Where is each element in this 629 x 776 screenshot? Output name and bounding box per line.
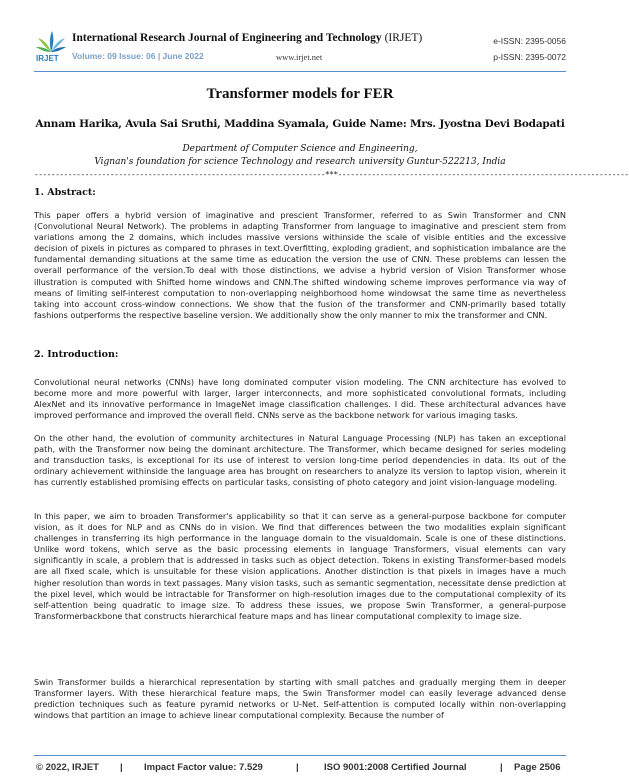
- author-list: Annam Harika, Avula Sai Sruthi, Maddina Syamala, Guide Name: Mrs. Jyostna Devi Bodapati: [35, 118, 565, 130]
- footer-iso: ISO 9001:2008 Certified Journal: [324, 762, 467, 773]
- irjet-logo: [34, 30, 68, 64]
- intro-paragraph-3: In this paper, we aim to broaden Transformer's applicability so that it can serve as a general-purpose backbone for computer vision, as it does for NLP and as CNNs do in vision. We find that differences between the two modalities explain significant challenges in transferring its high performance in the language domain to the visualdomain. Scale is one of these distinctions. Unlike word tokens, which serve as the basic processing elements in language Transformers, visual elements can vary significantly in scale, a problem that is addressed in tasks such as object detection. Tokens in existing Transformer-based models are all fixed scale, which is unsuitable for these vision applications. Another distinction is that pixels in images have a much higher resolution than words in text passages. Many vision tasks, such as semantic segmentation, necessitate dense prediction at the pixel level, which would be intractable for Transformer on high-resolution images due to the computational complexity of its self-attention being quadratic to image size. To address these issues, we propose Swin Transformer, a general-purpose Transformerbackbone that constructs hierarchical feature maps and has linear computational complexity to image size.: [34, 511, 566, 621]
- footer-rule: [34, 755, 566, 756]
- footer-impact-factor: Impact Factor value: 7.529: [144, 762, 263, 773]
- journal-title: [72, 32, 422, 44]
- p-issn: p-ISSN: 2395-0072: [493, 52, 566, 62]
- affiliation-institution: Vignan's foundation for science Technology and research university Guntur-522213, India: [94, 157, 506, 167]
- e-issn: e-ISSN: 2395-0056: [493, 36, 566, 46]
- journal-website[interactable]: www.irjet.net: [276, 52, 323, 62]
- affiliation-department: Department of Computer Science and Engineering,: [182, 144, 418, 154]
- footer-copyright: © 2022, IRJET: [36, 762, 99, 773]
- intro-paragraph-4: Swin Transformer builds a hierarchical representation by starting with small patches and gradually merging them in deeper Transformer layers. With these hierarchical feature maps, the Swin Transformer model can easily leverage advanced dense prediction techniques such as feature pyramid networks or U-Net. Self-attention is computed locally within non-overlapping windows that partition an image to achieve linear computational complexity. Because the number of: [34, 677, 566, 721]
- paper-title: Transformer models for FER: [206, 86, 394, 102]
- journal-abbr: (IRJET): [384, 32, 423, 44]
- footer-divider: |: [120, 762, 123, 773]
- journal-name: International Research Journal of Engineering and Technology: [72, 32, 382, 44]
- abstract-heading: 1. Abstract:: [34, 187, 96, 198]
- introduction-heading: 2. Introduction:: [34, 349, 119, 360]
- section-separator: ---------------------------------------------------------------------***---------------------------------------------------------------------: [34, 170, 629, 179]
- journal-header: [34, 30, 566, 68]
- intro-paragraph-1: Convolutional neural networks (CNNs) have long dominated computer vision modeling. The CNN architecture has evolved to become more and more powerful with larger, larger interconnects, and more sophisticated convolutional formats, including AlexNet and its innovative performance in ImageNet image classification challenges. I did. These architectural advances have improved performance and improved the overall field. CNNs serve as the backbone network for various imaging tasks.: [34, 377, 566, 421]
- abstract-paragraph: This paper offers a hybrid version of imaginative and prescient Transformer, referred to as Swin Transformer and CNN (Convolutional Neural Network). The problems in adapting Transformer from language to imaginative and prescient stem from variations among the 2 domains, which includes massive versions withinside the scale of visible entities and the excessive decision of pixels in pictures as compared to phrases in text.Overfitting, exploding gradient, and sophistication imbalance are the fundamental demanding situations at the same time as education the version the use of CNN. These problems can lessen the overall performance of the version.To deal with those distinctions, we advise a hybrid version of Vision Transformer whose illustration is computed with Shifted home windows and CNN.The shifted windowing scheme improves performance via way of means of limiting self-interest computation to non-overlapping neighborhood home windowsat the same time as nevertheless taking into account cross-window connections. We show that the fusion of the transformer and CNN-primarily based totally fashions outperforms the respective baseline version. We additionally show the only manner to mix the transformer and CNN.: [34, 210, 566, 320]
- logo-text: IRJET: [36, 54, 59, 63]
- footer-divider: |: [500, 762, 503, 773]
- volume-issue: Volume: 09 Issue: 06 | June 2022: [72, 51, 204, 61]
- leaf-logo-icon: [34, 30, 68, 56]
- footer-divider: |: [296, 762, 299, 773]
- intro-paragraph-2: On the other hand, the evolution of community architectures in Natural Language Processing (NLP) has taken an exceptional path, with the Transformer now being the dominant architecture. The Transformer, which became designed for series modeling and transduction tasks, is exceptional for its use of interest to version long-time period dependencies in data. Its out of the ordinary achievement withinside the language area has brought on researchers to analyze its version to laptop vision, wherein it has currently established promising effects on particular tasks, consisting of photo category and joint vision-language modeling.: [34, 433, 566, 488]
- footer-page-number: Page 2506: [514, 762, 561, 773]
- header-rule: [34, 71, 566, 72]
